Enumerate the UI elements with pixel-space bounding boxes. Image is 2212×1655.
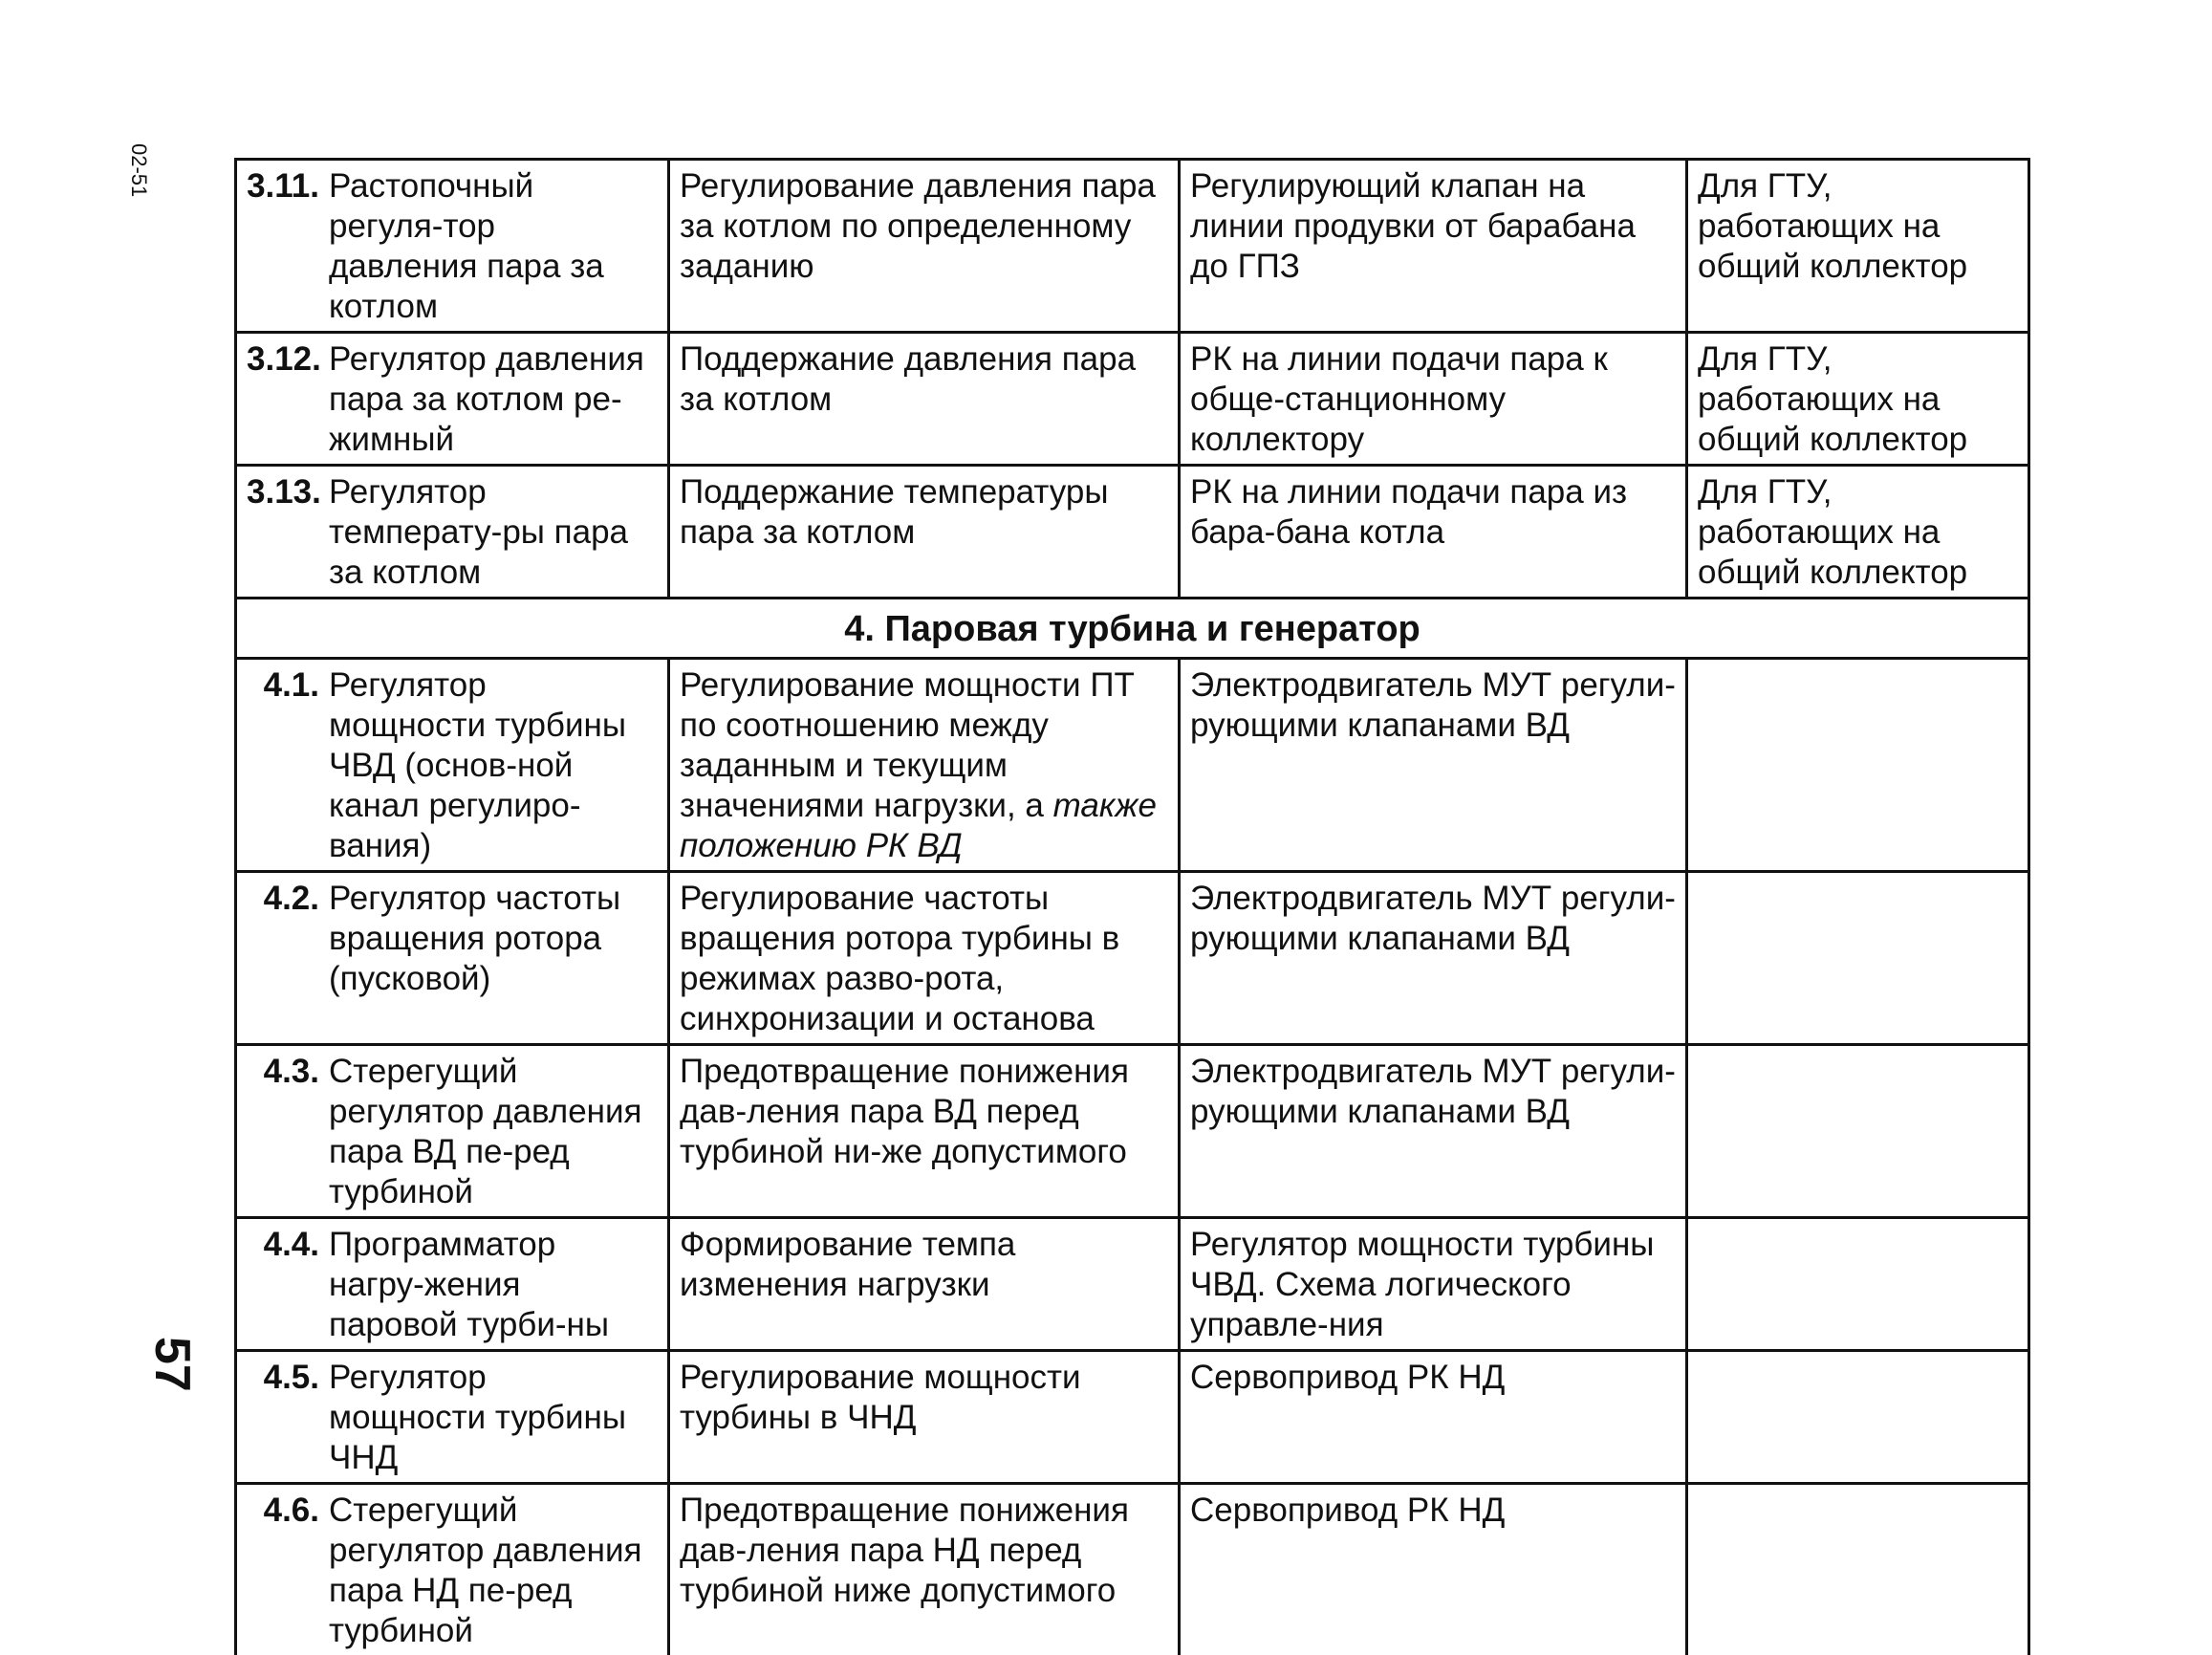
function-italic-text: также положению РК ВД: [680, 787, 1157, 864]
row-number: 4.1.: [247, 665, 319, 706]
table-row: [236, 659, 2029, 872]
note-cell: [1687, 1484, 2029, 1655]
regulator-name-cell: [236, 333, 669, 466]
function-cell: Поддержание температуры пара за котлом: [669, 466, 1180, 599]
function-text: Регулирование мощности ПТ по соотношению между заданным и текущим значениями нагрузки, а: [680, 666, 1135, 824]
row-number: 3.13.: [247, 472, 319, 512]
function-cell: Формирование темпа изменения нагрузки: [669, 1218, 1180, 1351]
regulator-name: Регулятор температу-ры пара за котлом: [329, 472, 644, 593]
actuator-cell: Сервопривод РК НД: [1180, 1484, 1687, 1655]
function-cell: Регулирование мощности турбины в ЧНД: [669, 1351, 1180, 1484]
actuator-cell: Регулирующий клапан на линии продувки от барабана до ГПЗ: [1180, 160, 1687, 333]
table-row: [236, 1045, 2029, 1218]
regulator-name: Регулятор частоты вращения ротора (пусковой): [329, 879, 644, 999]
row-number: 4.6.: [247, 1491, 319, 1531]
regulator-name: Программатор нагру-жения паровой турби-ны: [329, 1225, 644, 1345]
regulators-table: [234, 158, 2030, 1655]
function-cell: Предотвращение понижения дав-ления пара НД перед турбиной ниже допустимого: [669, 1484, 1180, 1655]
row-number: 3.12.: [247, 339, 319, 380]
regulator-name-cell: [236, 1218, 669, 1351]
function-cell: Регулирование давления пара за котлом по определенному заданию: [669, 160, 1180, 333]
section-header-row: [236, 599, 2029, 659]
regulator-name-cell: [236, 1045, 669, 1218]
table-row: [236, 466, 2029, 599]
regulator-name: Регулятор давления пара за котлом ре-жимный: [329, 339, 644, 460]
actuator-cell: Регулятор мощности турбины ЧВД. Схема логического управле-ния: [1180, 1218, 1687, 1351]
row-number: 4.3.: [247, 1052, 319, 1092]
actuator-cell: РК на линии подачи пара из бара-бана котла: [1180, 466, 1687, 599]
row-number: 4.5.: [247, 1358, 319, 1398]
row-number: 4.4.: [247, 1225, 319, 1265]
regulator-name-cell: [236, 160, 669, 333]
table-row: [236, 1351, 2029, 1484]
regulator-name-cell: [236, 1351, 669, 1484]
actuator-cell: РК на линии подачи пара к обще-станционному коллектору: [1180, 333, 1687, 466]
note-cell: Для ГТУ, работающих на общий коллектор: [1687, 333, 2029, 466]
regulator-name-cell: [236, 872, 669, 1045]
row-number: 3.11.: [247, 166, 319, 207]
regulator-name-cell: [236, 1484, 669, 1655]
regulator-name: Стерегущий регулятор давления пара НД пе-ред турбиной: [329, 1491, 644, 1651]
regulator-name-cell: [236, 659, 669, 872]
regulator-name: Регулятор мощности турбины ЧНД: [329, 1358, 644, 1478]
note-cell: [1687, 872, 2029, 1045]
regulator-name: Растопочный регуля-тор давления пара за котлом: [329, 166, 644, 327]
table-row: [236, 872, 2029, 1045]
function-cell: [669, 659, 1180, 872]
function-cell: Поддержание давления пара за котлом: [669, 333, 1180, 466]
table-row: [236, 1484, 2029, 1655]
actuator-cell: Электродвигатель МУТ регули-рующими клапанами ВД: [1180, 872, 1687, 1045]
note-cell: Для ГТУ, работающих на общий коллектор: [1687, 160, 2029, 333]
note-cell: [1687, 1218, 2029, 1351]
note-cell: [1687, 1045, 2029, 1218]
document-code: 02-51: [126, 143, 151, 197]
actuator-cell: Электродвигатель МУТ регули-рующими клапанами ВД: [1180, 659, 1687, 872]
table-row: [236, 1218, 2029, 1351]
actuator-cell: Электродвигатель МУТ регули-рующими клапанами ВД: [1180, 1045, 1687, 1218]
function-cell: Предотвращение понижения дав-ления пара ВД перед турбиной ни-же допустимого: [669, 1045, 1180, 1218]
regulator-name-cell: [236, 466, 669, 599]
regulator-name: Регулятор мощности турбины ЧВД (основ-ной канал регулиро-вания): [329, 665, 644, 866]
actuator-cell: Сервопривод РК НД: [1180, 1351, 1687, 1484]
table-row: [236, 160, 2029, 333]
row-number: 4.2.: [247, 879, 319, 919]
note-cell: [1687, 1351, 2029, 1484]
section-title: 4. Паровая турбина и генератор: [236, 599, 2029, 659]
note-cell: Для ГТУ, работающих на общий коллектор: [1687, 466, 2029, 599]
table-row: [236, 333, 2029, 466]
regulator-name: Стерегущий регулятор давления пара ВД пе-ред турбиной: [329, 1052, 644, 1212]
page-number: 57: [143, 1337, 201, 1392]
note-cell: [1687, 659, 2029, 872]
function-cell: Регулирование частоты вращения ротора турбины в режимах разво-рота, синхронизации и останова: [669, 872, 1180, 1045]
